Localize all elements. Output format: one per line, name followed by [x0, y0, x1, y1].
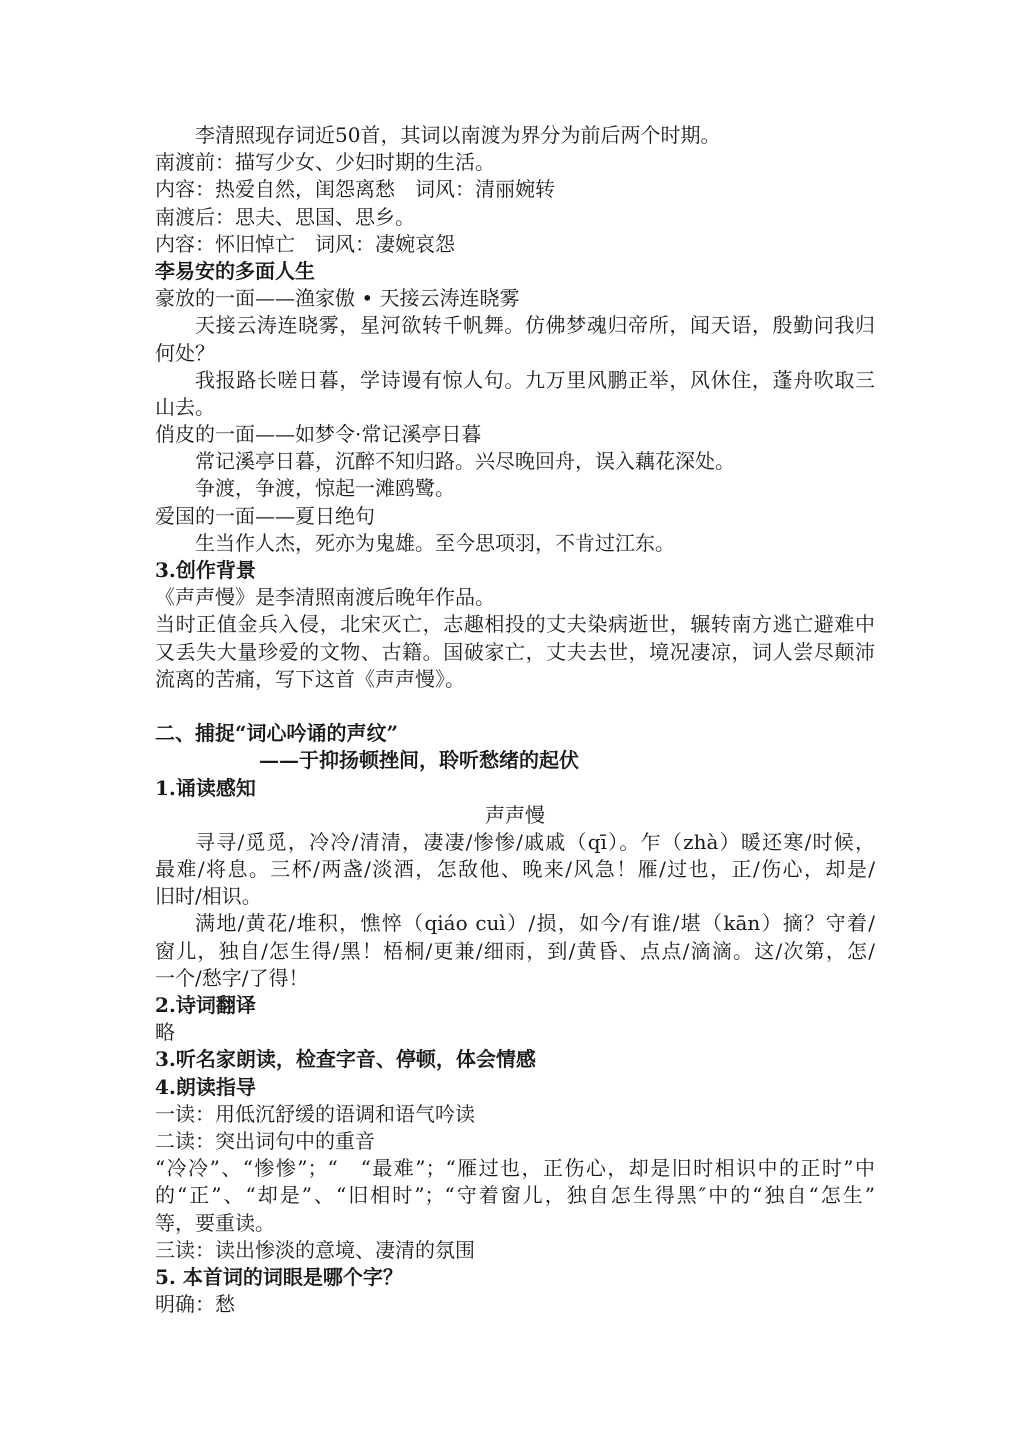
poem-title: 声声慢	[485, 802, 545, 827]
section-heading: 3.听名家朗读，检查字音、停顿，体会情感	[155, 1047, 536, 1072]
paragraph: 豪放的一面——渔家傲 • 天接云涛连晓雾	[155, 286, 520, 311]
document-body	[155, 122, 875, 1318]
poem-text: 最难/将息。三杯/两盏/淡酒，怎敌他、晚来/风急！雁/过也，正/伤心，却是/	[155, 857, 875, 882]
poem-text: 常记溪亭日暮，沉醉不知归路。兴尽晚回舟，误入藕花深处。	[195, 449, 735, 474]
poem-text: 生当作人杰，死亦为鬼雄。至今思项羽，不肯过江东。	[195, 530, 675, 555]
paragraph: 略	[155, 1020, 175, 1045]
poem-text: 旧时/相识。	[155, 884, 262, 909]
paragraph: 内容：热爱自然，闺怨离愁 词风：清丽婉转	[155, 177, 555, 202]
section-heading: 李易安的多面人生	[155, 258, 315, 283]
poem-text: 争渡，争渡，惊起一滩鸥鹭。	[195, 476, 455, 501]
poem-text: 山去。	[155, 394, 215, 419]
paragraph: 等，要重读。	[155, 1210, 275, 1235]
paragraph: 《声声慢》是李清照南渡后晚年作品。	[155, 585, 495, 610]
section-heading: 5. 本首词的词眼是哪个字？	[155, 1264, 403, 1289]
paragraph: 爱国的一面——夏日绝句	[155, 503, 375, 528]
paragraph: 一读：用低沉舒缓的语调和语气吟读	[155, 1101, 475, 1126]
spacer	[155, 693, 875, 720]
poem-text: 何处？	[155, 340, 215, 365]
section-subtitle: ——于抑扬顿挫间，聆听愁绪的起伏	[259, 748, 579, 773]
section-heading: 1.诵读感知	[155, 775, 256, 800]
section-heading: 3.创作背景	[155, 558, 256, 582]
poem-text: 我报路长嗟日暮，学诗谩有惊人句。九万里风鹏正举，风休住，蓬舟吹取三	[195, 367, 875, 392]
paragraph: 二读：突出词句中的重音	[155, 1128, 375, 1153]
poem-text: 一个/愁字/了得！	[155, 965, 309, 990]
section-title: 二、捕捉“词心吟诵的声纹”	[155, 721, 399, 746]
paragraph: 流离的苦痛，写下这首《声声慢》。	[155, 666, 465, 691]
section-heading: 4.朗读指导	[155, 1074, 256, 1099]
paragraph: 又丢失大量珍爱的文物、古籍。国破家亡，丈夫去世，境况凄凉，词人尝尽颠沛	[155, 639, 875, 664]
poem-text: 满地/黄花/堆积，憔悴（qiáo cuì）/损，如今/有谁/堪（kān）摘？守着/	[195, 911, 875, 936]
paragraph-intro: 李清照现存词近50首，其词以南渡为界分为前后两个时期。	[195, 123, 721, 147]
paragraph: 当时正值金兵入侵，北宋灭亡，志趣相投的丈夫染病逝世，辗转南方逃亡避难中	[155, 612, 875, 637]
paragraph: 明确：愁	[155, 1292, 235, 1317]
poem-text: 窗儿，独自/怎生得/黑！梧桐/更兼/细雨，到/黄昏、点点/滴滴。这/次第，怎/	[155, 938, 875, 963]
section-heading: 2.诗词翻译	[155, 993, 256, 1017]
paragraph: 三读：读出惨淡的意境、凄清的氛围	[155, 1237, 475, 1262]
paragraph: 南渡前：描写少女、少妇时期的生活。	[155, 150, 495, 175]
paragraph: 的“正”、“却是”、“旧相时”；“守着窗儿，独自怎生得黑″中的“独自“怎生”	[155, 1183, 875, 1208]
paragraph: 俏皮的一面——如梦令·常记溪亭日暮	[155, 422, 482, 447]
poem-text: 寻寻/觅觅，冷冷/清清，凄凄/惨惨/戚戚（qī）。乍（zhà）暖还寒/时候，	[195, 829, 875, 854]
paragraph: 南渡后：思夫、思国、思乡。	[155, 204, 415, 229]
paragraph: 内容：怀旧悼亡 词风：凄婉哀怨	[155, 231, 455, 256]
poem-text: 天接云涛连晓雾，星河欲转千帆舞。仿佛梦魂归帝所，闻天语，殷勤问我归	[195, 313, 875, 338]
paragraph: “冷冷”、“惨惨”；“ “最难”；“雁过也，正伤心，却是旧时相识中的正时”中	[155, 1156, 875, 1181]
